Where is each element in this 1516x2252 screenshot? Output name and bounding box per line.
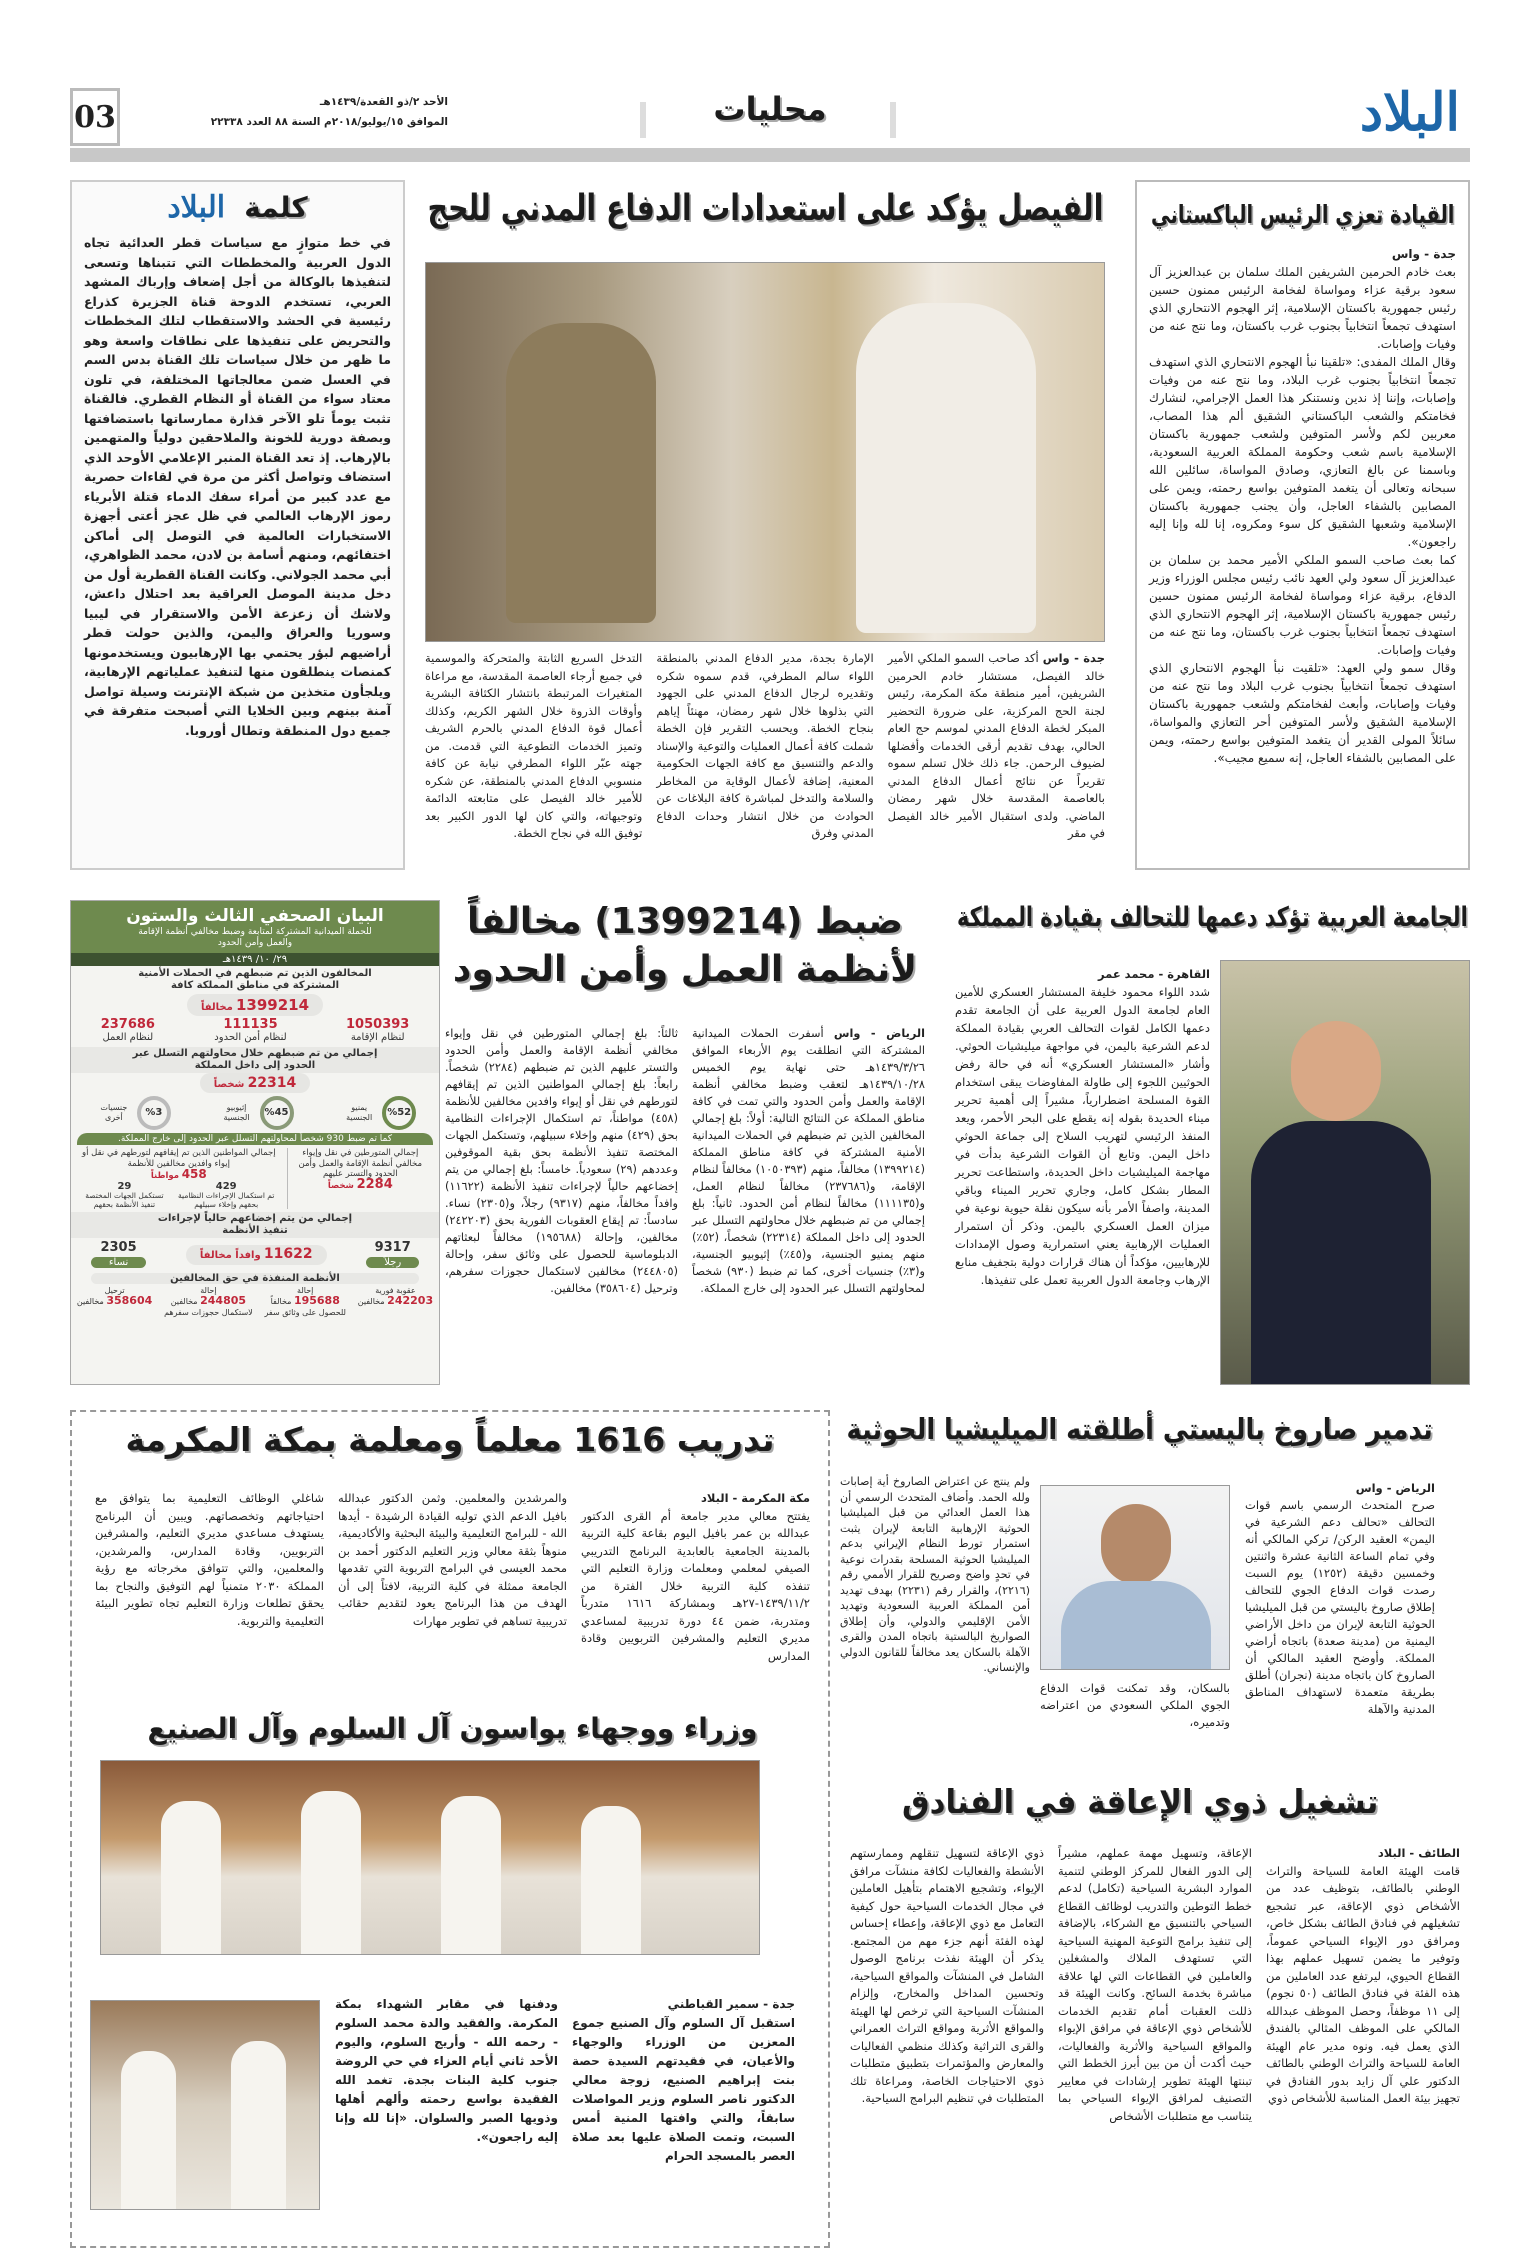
unit: مخالفين: [357, 1297, 385, 1306]
value: 458: [181, 1167, 207, 1181]
value: 2284: [356, 1176, 393, 1192]
value: 2305: [100, 1239, 137, 1255]
missile-col-3: ولم ينتج عن اعتراض الصاروخ أية إصابات ولله الحمد. وأضاف المتحدث الرسمي أن هذا العمل العدائي من قبل الميليشيا الحوثية الإرهابية التابعة لإيران يثبت استمرار تورط النظام الإيراني بدعم الميليشيا الحوثية المسلحة بقدرات نوعية في تحدٍ واضح وصريح للقرار الأممي رقم (٢٢١٦)، والقرار رقم (٢٢٣١) بهدف تهديد أمن المملكة العربية السعودية وتهديد الأمن الإقليمي والدولي، وأن إطلاق الصواريخ البالستية باتجاه المدن والقرى الآهلة بالسكان يعد مخالفاً للقانون الدولي والإنساني.: [840, 1475, 1030, 1674]
breakdown-item: [346, 1019, 409, 1044]
page-number-box: [70, 88, 120, 146]
value: 1050393: [346, 1017, 410, 1032]
training-body: [95, 1490, 810, 1700]
label: نساء: [91, 1257, 146, 1268]
unit: مخالفاً: [200, 1002, 233, 1013]
editorial-title: كلمة: [244, 191, 308, 224]
label: لنظام أمن الحدود: [214, 1032, 287, 1043]
column: التدخل السريع الثابتة والمتحركة والموسمية في جميع أرجاء العاصمة المقدسة، مع مراعاة المتغيرات المرتبطة بانتشار الكثافة البشرية وأوقات الذروة خلال الشهر الكريم، وكذلك أعمال قوة الدفاع المدني بالحرم الشريف وتميز الخدمات التطوعية التي قدمت. من جهته عبّر اللواء المطرفي نيابة عن كافة منسوبي الدفاع المدني بالمنطقة، عن شكره للأمير خالد الفيصل على متابعته الدائمة وتوجيهاته، والتي كان لها الدور الكبير بعد توفيق الله في نجاح الخطة.: [425, 651, 643, 840]
headline-line: ضبط (1399214) مخالفاً: [466, 901, 904, 942]
editorial-box: [70, 180, 405, 870]
paragraph: وقال سمو ولي العهد: «تلقيت نبأ الهجوم الانتحاري الذي استهدف تجمعاً انتخابياً بجنوب غرب البلاد وما نتج عنه من وفيات وإصابات، وأبعث لفخامتكم ولشعب جمهورية باكستان الإسلامية الشقيق ولأسر المتوفين أحر التعازي والمواساة، سائلاً المولى القدير أن يتغمد المتوفين بواسع رحمته، ويمن على المصابين بالشفاء العاجل، إنه سميع مجيب».: [1149, 661, 1456, 765]
photo-faisal-meeting: [425, 262, 1105, 642]
label: إجمالي المتورطين في نقل وإيواء مخالفي أنظمة الإقامة والعمل وأمن الحدود والتستر عليهم: [298, 1148, 423, 1179]
citizens-block: [77, 1148, 281, 1209]
unit: مخالفاً: [270, 1297, 292, 1306]
value: 242203: [387, 1294, 434, 1307]
violators-body: [445, 1025, 925, 1385]
dateline: جدة - واس: [1042, 651, 1105, 665]
column: الإعاقة، وتسهيل مهمة عملهم، مشيراً إلى الدور الفعال للمركز الوطني لتنمية الموارد البشرية السياحية (تكامل) لدعم خطط التوطين والتدريب لوظائف القطاع السياحي بالتنسيق مع الشركاء، بالإضافة إلى تنفيذ برامج التوعية المهنية السياحية التي تستهدف الملاك والمشغلين والعاملين في القطاعات التي لها علاقة مباشرة بخدمة السائح. وكانت الهيئة قد ذللت العقبات أمام تقديم الخدمات للأشخاص ذوي الإعاقة في مرافق الإيواء والمواقع السياحية والأثرية والفعاليات، حيث أكدت أن من بين أبرز الخطط التي تبنتها الهيئة تطوير إرشادات في معايير التصنيف لمرافق الإيواء السياحي بما يتناسب مع متطلبات الأشخاص: [1058, 1846, 1252, 2123]
nationality-ring: [94, 1096, 171, 1130]
photo-military-advisor: [1220, 960, 1470, 1385]
label: إثيوبيو الجنسية: [223, 1103, 250, 1122]
dateline: جدة - سمير القباطني: [667, 1997, 795, 2011]
page-number: 03: [74, 99, 116, 135]
disability-body: [850, 1845, 1460, 2235]
unit: شخصاً: [327, 1180, 354, 1191]
note: للحصول على وثائق سفر: [264, 1307, 346, 1317]
infographic-violators: [70, 900, 440, 1385]
editorial-text: في خط متوازٍ مع سياسات قطر العدائية تجاه الدول العربية والمخططات التي تتبناها وتسعى لتنفيذها بالوكالة من أجل إضعاف وإرباك المشهد العربي، تستخدم الدوحة قناة الجزيرة كذراع رئيسية في الحشد والاستقطاب لتلك المخططات والتحريض على تنفيذها على نطاقات واسعة وهو ما ظهر من خلال سياسات تلك القناة بدس السم في العسل ضمن معالجاتها المختلفة، في تلون معتاد سواء من القناة أو النظام القطري. فالقناة تثبت يوماً تلو الآخر قذارة ممارساتها باستضافتها وبصفة دورية للخونة والملاحقين دولياً والمتهمين بالإرهاب. إذ تعد القناة المنبر الإعلامي الأوحد الذي استضاف وتواصل أكثر من مرة في لقاءات حصرية مع عدد كبير من أمراء سفك الدماء قتلة الأبرياء رموز الإرهاب العالمي في ظل عجز أعتى أجهزة الاستخبارات العالمية في التوصل إلى أماكن اختفائهم، ومنهم أسامة بن لادن، محمد الظواهري، أبي محمد الجولاني. وكانت القناة القطرية أول من دخل مدينة الموصل العراقية بعد احتلال داعش، ولاشك أن زعزعة الأمن والاستقرار في ليبيا وسوريا والعراق واليمن، والذين حولت قطر أراضيهم لبؤر يحتمي بها الإرهابيون ويستخدمونها كمنصات ينطلقون منها لتنفيذ عملياتهم الإرهابية، ويلجأون متخذين من شبكة الإنترنت وسيلة تواصل آمنة بينهم وبين الخلايا التي أصبحت متفرقة في جميع دول المنطقة وتطال أوروبا.: [84, 235, 391, 738]
column: قامت الهيئة العامة للسياحة والتراث الوطني بالطائف، بتوظيف عدد من الأشخاص ذوي الإعاقة، عبر تشجيع تشغيلهم في فنادق الطائف بشكل خاص، ومرافق دور الإيواء السياحي عموماً، وتوفير ما يضمن تسهيل عملهم بهذا القطاع الحيوي، ليرتفع عدد العاملين من هذه الفئة في فنادق الطائف (٥٠ نجوم) إلى ١١ موظفاً، وحصل الموظف عبدالله المالكي على الموظف المثالي بالفندق الذي يعمل فيه. ونوه مدير عام الهيئة العامة للسياحة والتراث الوطني بالطائف الدكتور علي آل زايد بدور الفنادق في تجهيز بيئة العمل المناسبة للأشخاص ذوي: [1266, 1863, 1461, 2105]
label: لنظام الإقامة: [350, 1032, 405, 1043]
measures-label: الأنظمة المنفذة في حق المخالفين: [91, 1273, 419, 1284]
infiltration-value: 22314: [247, 1075, 297, 1091]
column: ودفنها في مقابر الشهداء بمكة المكرمة. والفقيد والدة محمد السلوم - رحمه الله - وأريج السلوم، واليوم الأحد ثاني أيام العزاء في حي الروضة جنوب كلية البنات بجدة. تغمد الله الفقيدة بواسع رحمته وألهم أهلها وذويها الصبر والسلوان. «إنا لله وإنا إليه راجعون».: [335, 1997, 558, 2144]
pct: %45: [260, 1096, 294, 1130]
value: 429: [215, 1180, 237, 1192]
measure-item: [265, 1286, 346, 1319]
men-block: [366, 1241, 419, 1270]
column: الإمارة بجدة، مدير الدفاع المدني بالمنطقة اللواء سالم المطرفي، قدم سموه شكره وتقديره لرجال الدفاع المدني على الجهود التي بذلوها خلال شهر رمضان، مهنئاً إياهم بنجاح الخطة. ويحسب التقرير فإن الخطة شملت كافة أعمال العمليات والتوعية والإسناد والدعم والتنسيق مع كافة الجهات الحكومية المعنية، إضافة لأعمال الوقاية من المخاطر والسلامة والتدخل لمباشرة كافة البلاغات عن الحوادث من خلال انتشار وحدات الدفاع المدني وفرق: [656, 651, 874, 840]
editorial-logo: البلاد: [167, 190, 226, 225]
value: 358604: [106, 1294, 153, 1307]
dateline: الطائف - البلاد: [1377, 1846, 1460, 1860]
date-hijri: الأحد ٢/ذو القعدة/١٤٣٩هـ: [319, 96, 448, 108]
outbound-banner: كما تم ضبط 930 شخصاً لمحاولتهم التسلل عبر الحدود إلى خارج المملكة.: [77, 1133, 433, 1145]
photo-condolence-visitors: [90, 2000, 320, 2210]
value: 195688: [293, 1294, 340, 1307]
headline-faisal: الفيصل يؤكد على استعدادات الدفاع المدني للحج: [427, 188, 1103, 229]
unit: مواطناً: [150, 1171, 179, 1181]
condolence-salloum-body: [335, 1995, 795, 2215]
headline-condolence-salloum: وزراء ووجهاء يواسون آل السلوم وآل الصنيع: [147, 1712, 758, 1745]
headline-training: تدريب 1616 معلماً ومعلمة بمكة المكرمة: [125, 1420, 775, 1459]
nationality-ring: [217, 1096, 294, 1130]
missile-col-1: [1245, 1480, 1435, 1718]
unit: شخصاً: [213, 1079, 245, 1090]
infographic-title: البيان الصحفي الثالث والستون: [126, 906, 384, 926]
date-gregorian: الموافق ١٥/يوليو/٢٠١٨م السنة ٨٨ العدد ٢٢٣٣٨: [210, 116, 448, 128]
current-label: إجمالي من يتم إخضاعهم حالياً لإجراءات تنفيذ الأنظمة: [71, 1212, 439, 1238]
breakdown-item: [101, 1019, 155, 1044]
label: تم استكمال الإجراءات النظامية بحقهم وإخلاء سبيلهم: [178, 1190, 275, 1209]
dateline: الرياض - واس: [1355, 1481, 1435, 1495]
infographic-date: ٢٩/ ١٠/ ١٤٣٩هـ: [71, 953, 439, 966]
dateline: الرياض - واس: [833, 1027, 925, 1040]
label: رجلاً: [366, 1257, 419, 1268]
headline-line: لأنظمة العمل وأمن الحدود: [452, 949, 918, 990]
value: 244805: [200, 1294, 247, 1307]
label: يمنيو الجنسية: [346, 1103, 373, 1122]
column: والمرشدين والمعلمين. وثمن الدكتور عبدالله بافيل الدعم الذي توليه القيادة الرشيدة - أيدها الله - للبرامج التعليمية والبيئة البحثية والأكاديمية، منوهاً بثقة معالي وزير التعليم الدكتور أحمد بن محمد العيسى في البرامج التربوية التي تقدمها الجامعة ممثلة في كلية التربية، لافتاً إلى أن الهدف من هذا البرنامج يعود لتقديم حقائب تدريبية تساهم في تطوير مهارات: [338, 1491, 567, 1628]
headline: القيادة تعزي الرئيس الباكستاني: [1150, 200, 1454, 229]
label: جنسيات أخرى: [100, 1103, 128, 1122]
header-rule: [70, 148, 1470, 162]
unit: مخالفين: [170, 1297, 198, 1306]
paragraph: وقال الملك المفدى: «تلقينا نبأ الهجوم الانتحاري الذي استهدف تجمعاً انتخابياً بجنوب غرب البلاد، وما نتج عنه من وفيات وإصابات، وإننا إذ ندين ونستنكر هذا العمل الإجرامي، لنشارك فخامتكم والشعب الباكستاني الشقيق ألم هذا المصاب، معربين لكم ولأسر المتوفين ولشعب جمهورية باكستان الإسلامية باسم شعب وحكومة المملكة العربية السعودية، وباسمنا عن بالغ التعازي، وصادق المواساة، سائلين الله سبحانه وتعالى أن يتغمد المتوفين بواسع رحمته، ويمن على المصابين بالشفاء العاجل، وأن يجنب جمهورية باكستان الإسلامية وشعبها الشقيق كل سوء ومكروه، إنا لله وإنا إليه راجعون».: [1149, 355, 1456, 549]
column: صرح المتحدث الرسمي باسم قوات التحالف «تحالف دعم الشرعية في اليمن» العقيد الركن/ تركي المالكي أنه وفي تمام الساعة الثانية عشرة واثنتين وخمسين دقيقة (١٢٥٢) يوم السبت رصدت قوات الدفاع الجوي للتحالف إطلاق صاروخ باليستي من قبل الميليشيا الحوثية التابعة لإيران من داخل الأراضي اليمنية من (مدينة صعدة) باتجاه أراضي المملكة. وأوضح العقيد المالكي أن الصاروخ كان باتجاه مدينة (نجران) أطلق بطريقة متعمدة لاستهداف المناطق المدنية والآهلة: [1245, 1498, 1435, 1716]
measure-item: [358, 1286, 433, 1319]
photo-condolence-gathering: [100, 1760, 760, 1955]
column: ثالثاً: بلغ إجمالي المتورطين في نقل وإيواء مخالفي أنظمة الإقامة والعمل وأمن الحدود والتستر عليهم الذين تم ضبطهم (٢٢٨٤) شخصاً. رابعاً: بلغ إجمالي المواطنين الذين تم إيقافهم لتورطهم في نقل أو إيواء وافدين مخالفين للأنظمة (٤٥٨) مواطناً، تم استكمال الإجراءات النظامية بحق (٤٢٩) منهم وإخلاء سبيلهم، وتستكمل الجهات المختصة تنفيذ الأنظمة بحق بقية الموقوفين وعددهم (٢٩) سعودياً. خامساً: بلغ إجمالي من يتم إخضاعهم حالياً لإجراءات تنفيذ الأنظمة (١١٦٢٢) وافداً مخالفاً، منهم (٩٣١٧) رجلاً، و(٢٣٠٥) نساء. سادساً: تم إيقاع العقوبات الفورية بحق (٢٤٢٢٠٣) مخالفين، وإحالة (١٩٥٦٨٨) مخالفاً لبعثاتهم الدبلوماسية للحصول على وثائق سفر، وإحالة (٢٤٤٨٠٥) مخالفين لاستكمال حجوزات سفرهم، وترحيل (٣٥٨٦٠٤) مخالفين.: [445, 1027, 678, 1295]
title: ترحيل: [104, 1285, 125, 1295]
measure-item: [77, 1286, 152, 1319]
title: إحالة: [200, 1285, 217, 1295]
value: 111135: [223, 1017, 278, 1032]
label: لنظام العمل: [102, 1032, 154, 1043]
newspaper-logo: البلاد: [1359, 82, 1460, 143]
section-title: محليات: [713, 90, 827, 128]
column: ذوي الإعاقة لتسهيل تنقلهم وممارستهم الأنشطة والفعاليات لكافة منشآت مرافق الإيواء، وتشجيع الاهتمام بتأهيل العاملين في مجال الخدمات السياحية حول كيفية التعامل مع ذوي الإعاقة، وإعطاء إحساس لهذه الفئة أنهم جزء مهم من المجتمع. يذكر أن الهيئة نفذت برنامج الوصول الشامل في المنشآت والمواقع السياحية، وتحسين المداخل والمخارج، وإلزام المنشآت السياحية التي ترخص لها الهيئة والمواقع الأثرية ومواقع التراث العمراني والقرى التراثية وكذلك منظمي الفعاليات والمعارض والمؤتمرات بتطبيق متطلبات ذوي الاحتياجات الخاصة، ومراعاة تلك المتطلبات في تنظيم البرامج السياحية.: [850, 1846, 1044, 2105]
paragraph: شدد اللواء محمود خليفة المستشار العسكري للأمين العام لجامعة الدول العربية على أن الجامعة تقدم دعمها الكامل لقوات التحالف العربي بقيادة المملكة لدعم الشرعية باليمن، في مواجهة ميليشيات الحوثي. وأشار «المستشار العسكري» أنه في حالة رفض الحوثيين اللجوء إلى طاولة المفاوضات يبقى استخدام القوة المسلحة اضطرارياً، مشيراً إلى أهمية تحرير ميناء الحديدة بقوله إنه يقطع على البحر الأحمر، ويعد المنفذ الرئيسي لتهريب السلاح إلى جماعة الحوثي داخل اليمن. وتابع أن القوات الشرعية بدأت في مهاجمة الميليشيات داخل الحديدة، واستطاعت تحرير المطار بشكل كامل، وجاري تحرير الميناء وباقي المدينة، واصفاً الأمر بأنه سيكون نقلة حيوية نوعية في ميزان العمل العسكري باليمن. وذكر أن استمرار العمليات الإرهابية يعني استمرارية وصول الإمدادات للإرهابيين، مؤكداً أن هناك قرارات دولية بتجفيف منابع الإرهاب وجامعة الدول العربية تعمل على تنفيذها.: [955, 985, 1210, 1287]
current-value: 11622: [263, 1246, 313, 1262]
headline-violators: [450, 898, 920, 994]
arab-league-body: [955, 965, 1210, 1289]
infographic-subtitle: للحملة الميدانية المشتركة لمتابعة وضبط مخالفي أنظمة الإقامة والعمل وأمن الحدود: [138, 927, 372, 948]
column: استقبل آل السلوم وآل الصنيع جموع المعزين من الوزراء والوجهاء والأعيان، في فقيدتهم السيدة حصة بنت إبراهيم الصنيع، زوجة معالي الدكتور ناصر السلوم وزير المواصلات سابقاً، والتي وافتها المنية أمس السبت، وتمت الصلاة عليها بعد صلاة العصر بالمسجد الحرام: [572, 2016, 795, 2163]
infiltration-label: إجمالي من تم ضبطهم خلال محاولتهم التسلل عبر الحدود إلى داخل المملكة: [71, 1047, 439, 1073]
dateline: القاهرة - محمد عمر: [1097, 967, 1210, 981]
label: إجمالي المواطنين الذين تم إيقافهم لتورطهم في نقل أو إيواء وافدين مخالفين للأنظمة: [81, 1148, 276, 1169]
pct: %3: [137, 1096, 171, 1130]
headline-missile: تدمير صاروخ باليستي أطلقته الميليشيا الحوثية: [846, 1412, 1433, 1446]
missile-col-2: بالسكان، وقد تمكنت قوات الدفاع الجوي الملكي السعودي من اعتراضه وتدميره،: [1040, 1681, 1230, 1729]
article-condolence-pakistan: [1135, 180, 1470, 870]
column: يفتتح معالي مدير جامعة أم القرى الدكتور عبدالله بن عمر بافيل اليوم بقاعة كلية التربية بالمدينة الجامعية بالعابدية البرنامج التدريبي الصيفي لمعلمي ومعلمات وزارة التعليم التي تنفذه كلية التربية خلال الفترة من ١٤٣٩/١١/٢-٢٧هـ وبمشاركة ١٦١٦ متدرباً ومتدربة، ضمن ٤٤ دورة تدريبية لمساعدي مديري التعليم والمشرفين التربويين وقادة المدارس: [581, 1508, 810, 1663]
paragraph: كما بعث صاحب السمو الملكي الأمير محمد بن سلمان بن عبدالعزيز آل سعود ولي العهد نائب رئيس مجلس الوزراء وزير الدفاع، برقية عزاء ومواساة لفخامة الرئيس ممنون حسين رئيس جمهورية باكستان الإسلامية، إثر الهجوم الانتحاري الذي استهدف تجمعاً انتخابياً بجنوب غرب باكستان، وما نتج عنه من وفيات وإصابات.: [1149, 553, 1456, 657]
column: أكد صاحب السمو الملكي الأمير خالد الفيصل، مستشار خادم الحرمين الشريفين، أمير منطقة مكة المكرمة، رئيس لجنة الحج المركزية، على ضرورة التحضير المبكر لخطة الدفاع المدني لموسم حج العام الحالي، بهدف تقديم أرقى الخدمات وأفضلها لضيوف الرحمن. جاء ذلك خلال تسلم سموه تقريراً عن نتائج أعمال الدفاع المدني بالعاصمة المقدسة خلال شهر رمضان الماضي. ولدى استقبال الأمير خالد الفيصل في مقر: [887, 651, 1105, 840]
column: أسفرت الحملات الميدانية المشتركة التي انطلقت يوم الأربعاء الموافق ١٤٣٩/٣/٢٦هـ حتى نهاية يوم الخميس ١٤٣٩/١٠/٢٨هـ لتعقب وضبط مخالفي أنظمة الإقامة والعمل وأمن الحدود والتي تمت في كافة مناطق المملكة عن النتائج التالية: أولاً: بلغ إجمالي المخالفين الذين تم ضبطهم في الحملات الميدانية الأمنية المشتركة في كافة مناطق المملكة (١٣٩٩٢١٤) مخالفاً، منهم (١٠٥٠٣٩٣) مخالفاً لنظام الإقامة، و(٢٣٧٦٨٦) مخالفاً لنظام العمل، و(١١١١٣٥) مخالفاً لنظام أمن الحدود. ثانياً: بلغ إجمالي من تم ضبطهم خلال محاولتهم التسلل عبر الحدود إلى داخل المملكة (٢٢٣١٤) شخصاً، (٥٢٪) منهم يمنيو الجنسية، و(٤٥٪) إثيوبيو الجنسية، و(٣٪) جنسيات أخرى، كما تم ضبط (٩٣٠) شخصاً لمحاولتهم التسلل عبر الحدود إلى خارج المملكة.: [692, 1027, 926, 1295]
headline-disability: تشغيل ذوي الإعاقة في الفنادق: [901, 1782, 1378, 1821]
value: 237686: [100, 1017, 155, 1032]
paragraph: بعث خادم الحرمين الشريفين الملك سلمان بن عبدالعزيز آل سعود برقية عزاء ومواساة لفخامة الرئيس ممنون حسين رئيس جمهورية باكستان الإسلامية، إثر الهجوم الانتحاري الذي استهدف تجمعاً انتخابياً بجنوب غرب باكستان، وما نتج عنه من وفيات وإصابات.: [1149, 265, 1456, 351]
measure-item: [164, 1286, 253, 1319]
value: 29: [117, 1180, 132, 1192]
harbor-block: [287, 1148, 433, 1209]
dateline: مكة المكرمة - البلاد: [700, 1491, 810, 1505]
dateline: جدة - واس: [1391, 247, 1456, 261]
column: شاغلي الوظائف التعليمية بما يتوافق مع احتياجاتهم وتخصصاتهم. ويبين أن البرنامج يستهدف مساعدي مديري التعليم، والمشرفين التربويين، وقادة المدارس، والمرشدين، والمعلمين، والتي تتوافق مخرجاته مع رؤية المملكة ٢٠٣٠ متمنياً لهم التوفيق والنجاح بما يحقق تطلعات وزارة التعليم تجاه تطوير البيئة التعليمية والتربوية.: [95, 1491, 324, 1628]
total-label: المخالفون الذين تم ضبطهم في الحملات الأمنية المشتركة في مناطق المملكة كافة: [138, 968, 372, 991]
headline-arab-league: الجامعة العربية تؤكد دعمها للتحالف بقيادة المملكة: [957, 902, 1468, 933]
title: إحالة: [297, 1285, 314, 1295]
women-block: [91, 1241, 146, 1270]
unit: مخالفين: [76, 1297, 104, 1306]
faisal-body: [425, 650, 1105, 870]
breakdown-item: [214, 1019, 286, 1044]
total-value: 1399214: [236, 996, 310, 1014]
nationality-ring: [339, 1096, 416, 1130]
label: تستكمل الجهات المختصة تنفيذ الأنظمة بحقهم: [85, 1190, 164, 1209]
note: لاستكمال حجوزات سفرهم: [164, 1307, 253, 1317]
pct: %52: [382, 1096, 416, 1130]
title: عقوبة فورية: [375, 1285, 416, 1295]
value: 9317: [374, 1239, 411, 1255]
unit: وافداً مخالفاً: [199, 1250, 261, 1261]
photo-spokesman: [1040, 1485, 1230, 1670]
